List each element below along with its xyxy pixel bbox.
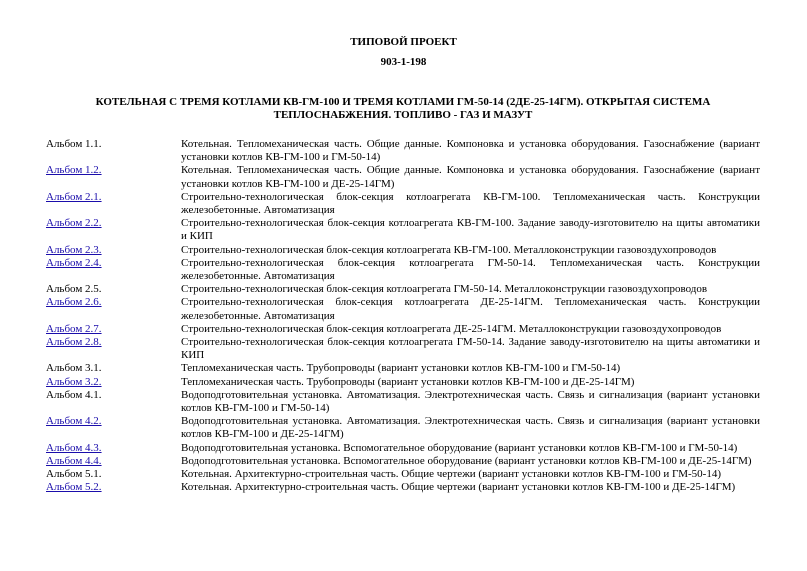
album-row [46,389,760,415]
album-link[interactable]: Альбом 4.4. [46,454,102,467]
album-description: Строительно-технологическая блок-секция котлоагрегата ГМ-50-14. Металлоконструкции газовоздухопроводов [181,283,708,296]
album-label: Альбом 1.1. [46,138,102,150]
album-description: Строительно-технологическая блок-секция котлоагрегата КВ-ГМ-100. Задание заводу-изготовителю на щиты автоматики и КИП [181,217,760,243]
album-row [46,296,760,322]
album-label-cell [46,468,181,481]
album-label-cell [46,442,181,455]
album-description: Строительно-технологическая блок-секция котлоагрегата ГМ-50-14. Тепломеханическая часть. Конструкции железобетонные. Автоматизация [181,256,760,283]
album-row [46,217,760,243]
album-label: Альбом 4.1. [46,388,102,401]
album-row [46,415,760,441]
album-label-cell [46,164,181,190]
album-link[interactable]: Альбом 2.8. [46,336,102,349]
album-description: Строительно-технологическая блок-секция котлоагрегата КВ-ГМ-100. Тепломеханическая часть. Конструкции железобетонные. Автоматизация [181,190,760,217]
album-row [46,455,760,468]
album-description: Водоподготовительная установка. Вспомогательное оборудование (вариант установки котлов КВ-ГМ-100 и ГМ-50-14) [181,441,738,454]
album-link[interactable]: Альбом 4.2. [46,415,102,428]
album-label-cell [46,336,181,362]
album-description: Строительно-технологическая блок-секция котлоагрегата ГМ-50-14. Задание заводу-изготовителю на щиты автоматики и КИП [181,336,760,362]
album-row [46,336,760,362]
album-label-cell [46,323,181,336]
album-link[interactable]: Альбом 4.3. [46,441,102,454]
album-description: Водоподготовительная установка. Вспомогательное оборудование (вариант установки котлов КВ-ГМ-100 и ДЕ-25-14ГМ) [181,454,752,467]
album-label-cell [46,481,181,494]
album-row [46,362,760,375]
album-link[interactable]: Альбом 1.2. [46,164,102,177]
album-row [46,191,760,217]
album-row [46,481,760,494]
album-description: Водоподготовительная установка. Автоматизация. Электротехническая часть. Связь и сигнализация (вариант установки котлов КВ-ГМ-100 и ДЕ-25-14ГМ) [181,415,760,441]
album-label-cell [46,283,181,296]
project-subtitle: КОТЕЛЬНАЯ С ТРЕМЯ КОТЛАМИ КВ-ГМ-100 И ТРЕМЯ КОТЛАМИ ГМ-50-14 (2ДЕ-25-14ГМ). ОТКРЫТАЯ СИСТЕМА ТЕПЛОСНАБЖЕНИЯ. ТОПЛИВО - ГАЗ И МАЗУТ [95,96,711,121]
album-list [46,138,760,494]
album-description: Тепломеханическая часть. Трубопроводы (вариант установки котлов КВ-ГМ-100 и ДЕ-25-14ГМ) [181,375,635,388]
album-description: Котельная. Тепломеханическая часть. Общие данные. Компоновка и установка оборудования. Газоснабжение (вариант установки котлов КВ-ГМ-100 и ДЕ-25-14ГМ) [181,164,760,190]
album-link[interactable]: Альбом 2.4. [46,256,102,269]
page-title: ТИПОВОЙ ПРОЕКТ [350,36,457,48]
album-link[interactable]: Альбом 2.3. [46,243,102,256]
album-row [46,283,760,296]
album-description: Строительно-технологическая блок-секция котлоагрегата КВ-ГМ-100. Металлоконструкции газовоздухопроводов [181,243,717,256]
album-label-cell [46,296,181,322]
album-row [46,138,760,164]
album-link[interactable]: Альбом 3.2. [46,375,102,388]
album-description: Котельная. Тепломеханическая часть. Общие данные. Компоновка и установка оборудования. Газоснабжение (вариант установки котлов КВ-ГМ-100 и ГМ-50-14) [181,138,760,164]
album-row [46,164,760,190]
album-link[interactable]: Альбом 5.2. [46,481,102,494]
album-label-cell [46,217,181,243]
album-description: Котельная. Архитектурно-строительная часть. Общие чертежи (вариант установки котлов КВ-ГМ-100 и ГМ-50-14) [181,468,721,481]
album-description: Строительно-технологическая блок-секция котлоагрегата ДЕ-25-14ГМ. Металлоконструкции газовоздухопроводов [181,322,722,335]
album-description: Тепломеханическая часть. Трубопроводы (вариант установки котлов КВ-ГМ-100 и ГМ-50-14) [181,362,621,375]
album-label: Альбом 5.1. [46,468,102,481]
album-row [46,257,760,283]
album-label-cell [46,191,181,217]
album-row [46,442,760,455]
album-description: Котельная. Архитектурно-строительная часть. Общие чертежи (вариант установки котлов КВ-ГМ-100 и ДЕ-25-14ГМ) [181,481,736,494]
album-label-cell [46,138,181,164]
album-label-cell [46,455,181,468]
album-label-cell [46,415,181,441]
album-description: Водоподготовительная установка. Автоматизация. Электротехническая часть. Связь и сигнализация (вариант установки котлов КВ-ГМ-100 и ГМ-50-14) [181,388,760,415]
album-link[interactable]: Альбом 2.7. [46,322,102,335]
album-label-cell [46,376,181,389]
album-link[interactable]: Альбом 2.1. [46,190,102,203]
project-number: 903-1-198 [380,56,427,68]
album-label: Альбом 3.1. [46,362,102,375]
album-row [46,376,760,389]
album-label-cell [46,362,181,375]
album-link[interactable]: Альбом 2.2. [46,217,102,230]
album-label: Альбом 2.5. [46,283,102,296]
album-description: Строительно-технологическая блок-секция котлоагрегата ДЕ-25-14ГМ. Тепломеханическая часть. Конструкции железобетонные. Автоматизация [181,296,760,322]
album-label-cell [46,244,181,257]
album-label-cell [46,257,181,283]
album-label-cell [46,389,181,415]
album-row [46,468,760,481]
album-row [46,244,760,257]
album-row [46,323,760,336]
album-link[interactable]: Альбом 2.6. [46,296,102,309]
